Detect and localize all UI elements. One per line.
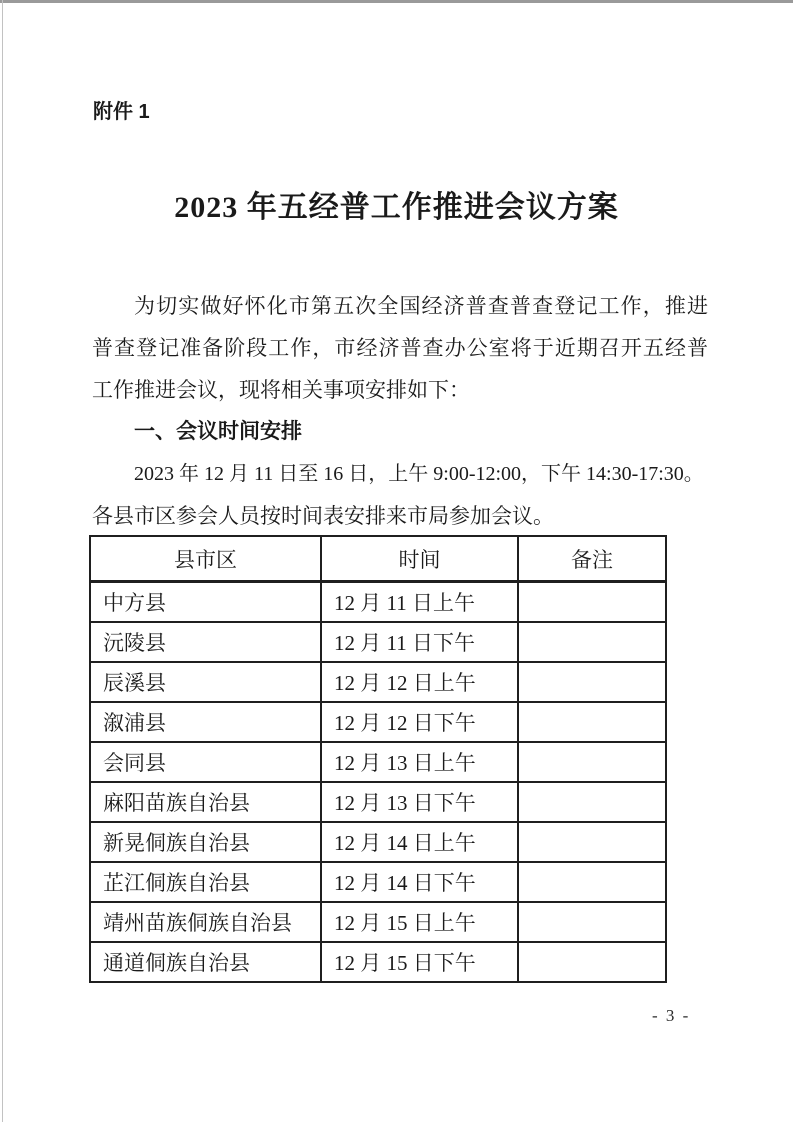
time-cell: 12 月 14 日下午	[321, 862, 518, 902]
intro-paragraph-line: 普查登记准备阶段工作，市经济普查办公室将于近期召开五经普	[92, 336, 708, 360]
table-row	[90, 662, 666, 702]
meeting-time-line: 各县市区参会人员按时间表安排来市局参加会议。	[92, 504, 554, 528]
district-cell: 靖州苗族侗族自治县	[90, 902, 321, 942]
time-cell: 12 月 15 日下午	[321, 942, 518, 982]
time-cell: 12 月 13 日上午	[321, 742, 518, 782]
district-cell: 新晃侗族自治县	[90, 822, 321, 862]
table-row	[90, 942, 666, 982]
district-cell: 中方县	[90, 582, 321, 623]
note-cell	[518, 702, 666, 742]
scan-artifact-top-line	[0, 0, 793, 3]
meeting-schedule-table	[89, 535, 667, 983]
note-cell	[518, 822, 666, 862]
district-cell: 沅陵县	[90, 622, 321, 662]
table-row	[90, 902, 666, 942]
note-cell	[518, 862, 666, 902]
district-cell: 辰溪县	[90, 662, 321, 702]
time-cell: 12 月 12 日下午	[321, 702, 518, 742]
time-cell: 12 月 12 日上午	[321, 662, 518, 702]
district-cell: 通道侗族自治县	[90, 942, 321, 982]
scan-artifact-left-line	[2, 0, 3, 1122]
page-title: 2023 年五经普工作推进会议方案	[174, 191, 619, 224]
table-row	[90, 582, 666, 623]
table-row	[90, 822, 666, 862]
column-header-district: 县市区	[90, 536, 321, 582]
note-cell	[518, 782, 666, 822]
note-cell	[518, 942, 666, 982]
note-cell	[518, 902, 666, 942]
time-cell: 12 月 14 日上午	[321, 822, 518, 862]
column-header-time: 时间	[321, 536, 518, 582]
table-row	[90, 782, 666, 822]
table-header	[90, 536, 666, 582]
district-cell: 麻阳苗族自治县	[90, 782, 321, 822]
table-row	[90, 702, 666, 742]
page-number: - 3 -	[652, 1006, 691, 1025]
district-cell: 会同县	[90, 742, 321, 782]
note-cell	[518, 622, 666, 662]
note-cell	[518, 582, 666, 623]
time-cell: 12 月 11 日上午	[321, 582, 518, 623]
time-cell: 12 月 15 日上午	[321, 902, 518, 942]
district-cell: 溆浦县	[90, 702, 321, 742]
table-row	[90, 622, 666, 662]
meeting-time-line: 2023 年 12 月 11 日至 16 日，上午 9:00-12:00，下午 14:30-17:30。	[134, 463, 704, 485]
time-cell: 12 月 13 日下午	[321, 782, 518, 822]
column-header-note: 备注	[518, 536, 666, 582]
table-row	[90, 742, 666, 782]
table-header-row	[90, 536, 666, 582]
attachment-label: 附件 1	[93, 101, 150, 123]
time-cell: 12 月 11 日下午	[321, 622, 518, 662]
intro-paragraph-line: 为切实做好怀化市第五次全国经济普查普查登记工作，推进	[134, 294, 708, 318]
table-row	[90, 862, 666, 902]
section-heading: 一、会议时间安排	[134, 420, 302, 443]
note-cell	[518, 662, 666, 702]
district-cell: 芷江侗族自治县	[90, 862, 321, 902]
table-body	[90, 582, 666, 983]
body-text	[92, 285, 708, 537]
intro-paragraph-line: 工作推进会议，现将相关事项安排如下：	[92, 378, 470, 402]
note-cell	[518, 742, 666, 782]
